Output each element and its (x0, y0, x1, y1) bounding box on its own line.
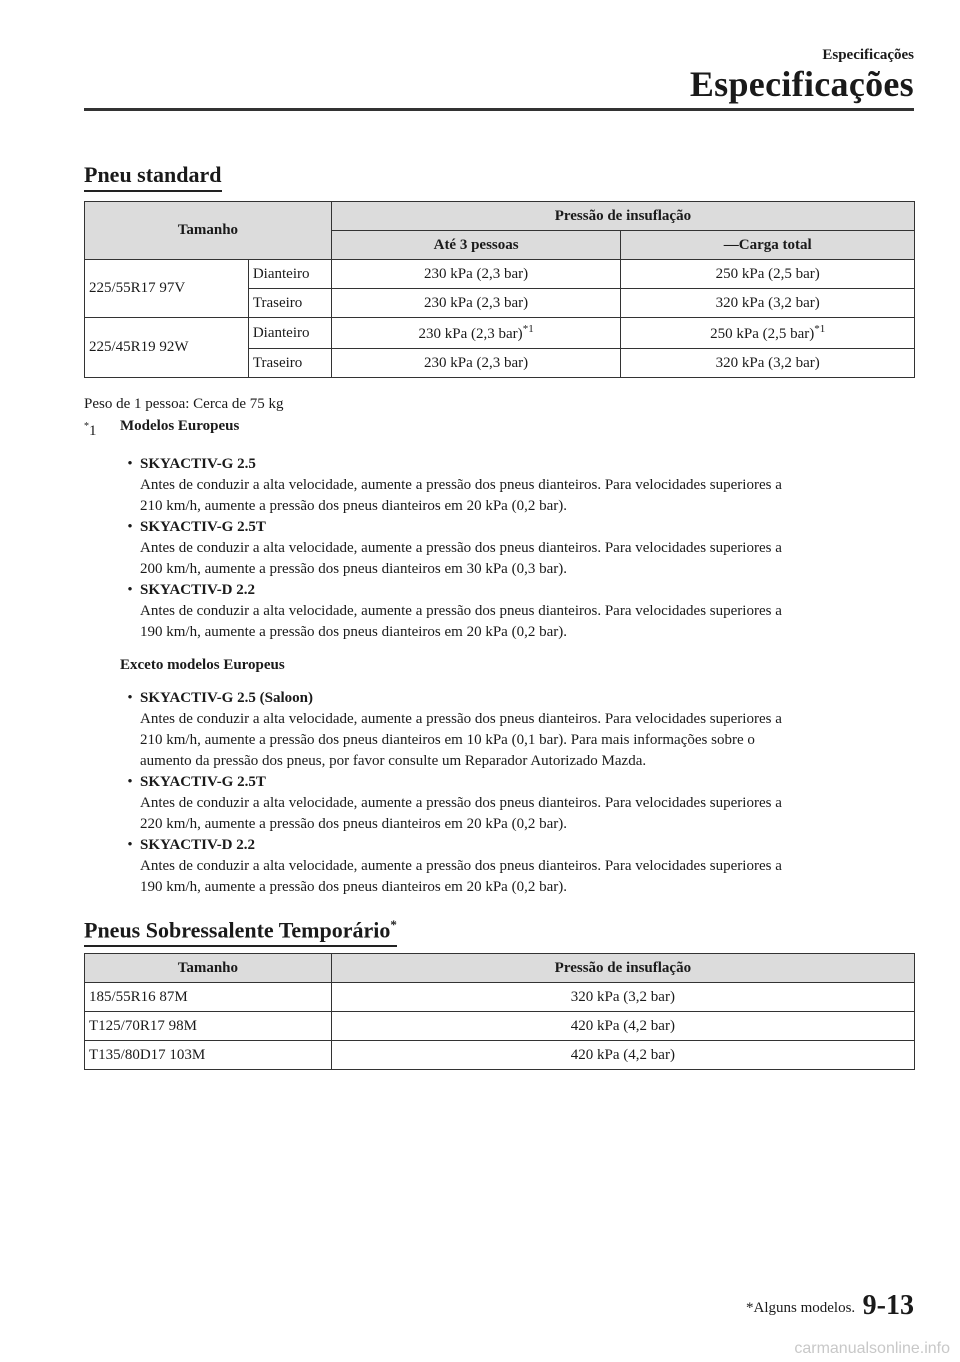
position-cell: Dianteiro (248, 318, 331, 349)
engine-name: SKYACTIV-G 2.5T (140, 519, 266, 535)
footnotes (84, 394, 914, 898)
table-row (85, 1012, 915, 1041)
list-item (120, 835, 914, 898)
pressure-cell: 230 kPa (2,3 bar) (331, 260, 621, 289)
non-eu-model-list (120, 688, 914, 898)
pressure-cell: 230 kPa (2,3 bar) (331, 349, 621, 378)
engine-name: SKYACTIV-G 2.5T (140, 774, 266, 790)
size-cell: 225/55R17 97V (85, 260, 249, 318)
col-upto3-header: Até 3 pessoas (331, 231, 621, 260)
engine-note: 190 km/h, aumente a pressão dos pneus dianteiros em 20 kPa (0,2 bar). (140, 879, 567, 895)
position-cell: Traseiro (248, 289, 331, 318)
col-full-header: —Carga total (621, 231, 915, 260)
standard-tire-title: Pneu standard (84, 162, 222, 192)
pressure-cell: 420 kPa (4,2 bar) (331, 1012, 914, 1041)
header-rule (84, 108, 914, 111)
bullet: • (127, 456, 133, 472)
bullet: • (127, 519, 133, 535)
engine-note: 190 km/h, aumente a pressão dos pneus dianteiros em 20 kPa (0,2 bar). (140, 624, 567, 640)
footer-note: *Alguns modelos. (746, 1300, 856, 1316)
pressure-cell: 230 kPa (2,3 bar) (331, 289, 621, 318)
col-pressure-header: Pressão de insuflação (331, 202, 914, 231)
weight-note: Peso de 1 pessoa: Cerca de 75 kg (84, 396, 284, 412)
engine-note: Antes de conduzir a alta velocidade, aumente a pressão dos pneus dianteiros. Para velocidades superiores a (140, 858, 782, 874)
position-cell: Traseiro (248, 349, 331, 378)
table-row (85, 1041, 915, 1070)
pressure-cell: 250 kPa (2,5 bar) (621, 260, 915, 289)
col-size-header: Tamanho (85, 202, 332, 260)
pressure-value: 230 kPa (2,3 bar) (418, 326, 523, 342)
eu-models-title: Modelos Europeus (120, 418, 240, 434)
footnote-marker: *1 (84, 421, 97, 439)
footnote-eu (84, 416, 914, 442)
list-item (120, 580, 914, 643)
pressure-cell: 320 kPa (3,2 bar) (621, 289, 915, 318)
header-section-title: Especificações (689, 64, 914, 104)
bullet: • (127, 837, 133, 853)
engine-note: 210 km/h, aumente a pressão dos pneus dianteiros em 20 kPa (0,2 bar). (140, 498, 567, 514)
size-cell: 185/55R16 87M (85, 983, 332, 1012)
pressure-cell: 320 kPa (3,2 bar) (331, 983, 914, 1012)
engine-note: Antes de conduzir a alta velocidade, aumente a pressão dos pneus dianteiros. Para velocidades superiores a (140, 477, 782, 493)
spare-tire-title: Pneus Sobressalente Temporário* (84, 912, 397, 947)
engine-note: Antes de conduzir a alta velocidade, aumente a pressão dos pneus dianteiros. Para velocidades superiores a (140, 540, 782, 556)
header-section-small: Especificações (822, 47, 914, 63)
size-cell: T125/70R17 98M (85, 1012, 332, 1041)
pressure-cell: 420 kPa (4,2 bar) (331, 1041, 914, 1070)
engine-note: 220 km/h, aumente a pressão dos pneus dianteiros em 20 kPa (0,2 bar). (140, 816, 567, 832)
table-row (85, 318, 915, 349)
standard-tire-table (84, 201, 915, 378)
pressure-cell: 320 kPa (3,2 bar) (621, 349, 915, 378)
engine-note: 210 km/h, aumente a pressão dos pneus dianteiros em 10 kPa (0,1 bar). Para mais informações sobre o (140, 732, 755, 748)
engine-note: aumento da pressão dos pneus, por favor consulte um Reparador Autorizado Mazda. (140, 753, 647, 769)
footnote-mark: * (390, 917, 397, 932)
engine-note: 200 km/h, aumente a pressão dos pneus dianteiros em 30 kPa (0,3 bar). (140, 561, 567, 577)
col-size-header: Tamanho (85, 954, 332, 983)
engine-name: SKYACTIV-D 2.2 (140, 837, 256, 853)
pressure-cell (331, 318, 621, 349)
size-cell: 225/45R19 92W (85, 318, 249, 378)
pressure-value: 250 kPa (2,5 bar) (710, 326, 815, 342)
bullet: • (127, 774, 133, 790)
engine-note: Antes de conduzir a alta velocidade, aumente a pressão dos pneus dianteiros. Para velocidades superiores a (140, 603, 782, 619)
list-item (120, 517, 914, 580)
eu-model-list (120, 454, 914, 643)
non-eu-models-title: Exceto modelos Europeus (120, 657, 285, 673)
engine-note: Antes de conduzir a alta velocidade, aumente a pressão dos pneus dianteiros. Para velocidades superiores a (140, 795, 782, 811)
footnote-mark: *1 (522, 323, 534, 335)
table-row (85, 260, 915, 289)
engine-note: Antes de conduzir a alta velocidade, aumente a pressão dos pneus dianteiros. Para velocidades superiores a (140, 711, 782, 727)
spare-tire-table (84, 953, 915, 1070)
footnote-mark: *1 (814, 323, 826, 335)
list-item (120, 772, 914, 835)
col-pressure-header: Pressão de insuflação (331, 954, 914, 983)
position-cell: Dianteiro (248, 260, 331, 289)
bullet: • (127, 582, 133, 598)
page-number: 9-13 (862, 1290, 914, 1321)
bullet: • (127, 690, 133, 706)
engine-name: SKYACTIV-D 2.2 (140, 582, 256, 598)
engine-name: SKYACTIV-G 2.5 (140, 456, 256, 472)
list-item (120, 688, 914, 772)
table-row (85, 983, 915, 1012)
size-cell: T135/80D17 103M (85, 1041, 332, 1070)
list-item (120, 454, 914, 517)
pressure-cell (621, 318, 915, 349)
watermark: carmanualsonline.info (794, 1340, 950, 1357)
engine-name: SKYACTIV-G 2.5 (Saloon) (140, 690, 313, 706)
